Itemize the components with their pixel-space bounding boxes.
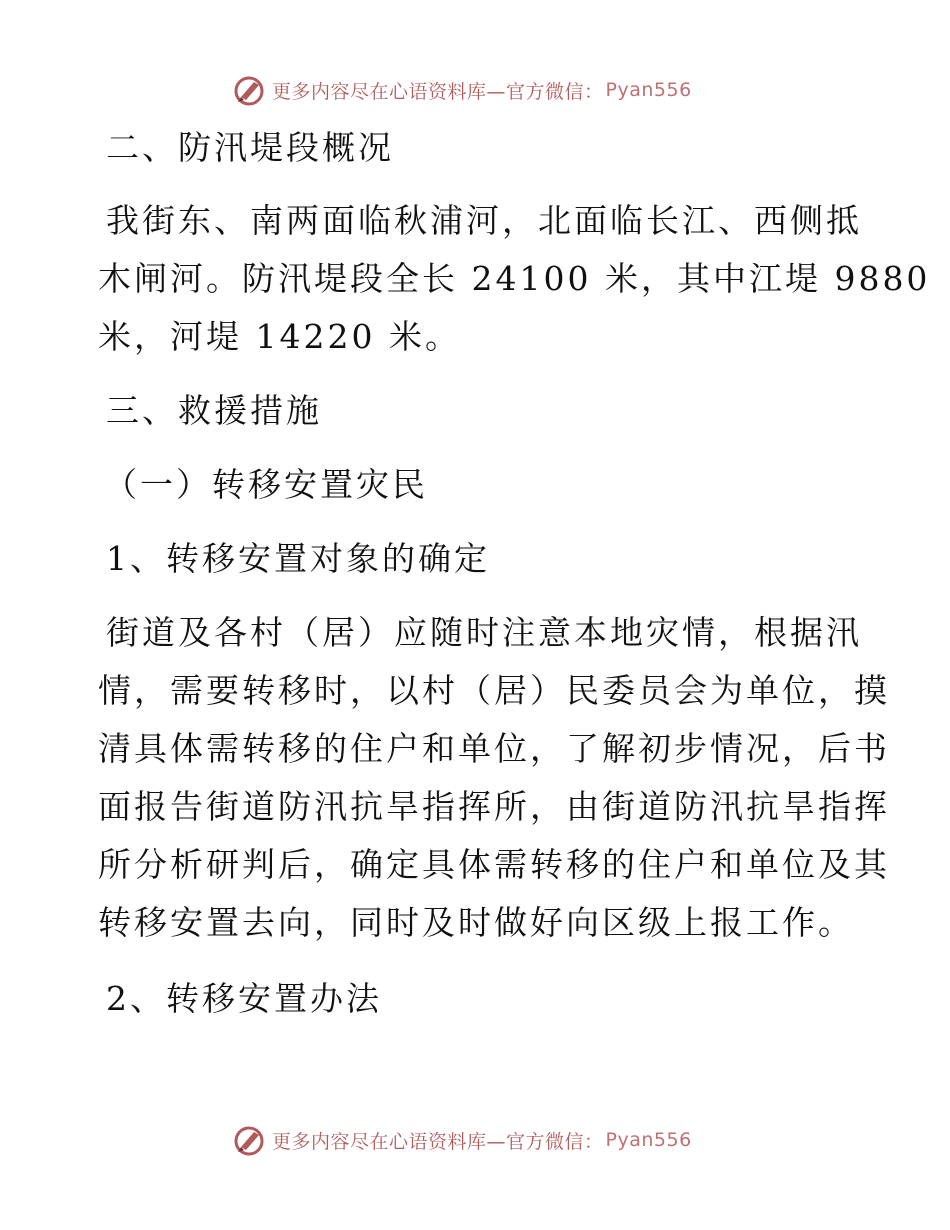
item-heading: 1、转移安置对象的确定 (106, 539, 490, 578)
paragraph-line: 面报告街道防汛抗旱指挥所，由街道防汛抗旱指挥 (98, 787, 890, 826)
heading-flood-section: 二、防汛堤段概况 (106, 128, 394, 167)
paragraph-line: 清具体需转移的住户和单位，了解初步情况，后书 (98, 729, 890, 768)
subheading-relocation: （一）转移安置灾民 (104, 465, 428, 504)
pen-seal-icon (232, 73, 266, 107)
paragraph-line: 街道及各村（居）应随时注意本地灾情，根据汛 (106, 613, 862, 652)
paragraph-line: 转移安置去向，同时及时做好向区级上报工作。 (98, 903, 854, 942)
item-heading: 2、转移安置办法 (106, 979, 382, 1018)
pen-seal-icon (232, 1123, 266, 1157)
watermark-text: 更多内容尽在心语资料库—官方微信： (272, 1130, 604, 1153)
paragraph-line: 木闸河。防汛堤段全长 24100 米，其中江堤 9880 (98, 259, 931, 298)
heading-rescue-measures: 三、救援措施 (106, 391, 322, 430)
paragraph-line: 所分析研判后，确定具体需转移的住户和单位及其 (98, 845, 890, 884)
watermark-id: Pyan556 (605, 1129, 692, 1151)
paragraph-line: 我街东、南两面临秋浦河，北面临长江、西侧抵 (106, 201, 862, 240)
watermark-text: 更多内容尽在心语资料库—官方微信： (272, 80, 604, 103)
watermark-header (232, 72, 692, 108)
watermark-id: Pyan556 (605, 79, 692, 101)
paragraph-line: 米，河堤 14220 米。 (98, 317, 461, 356)
paragraph-line: 情，需要转移时，以村（居）民委员会为单位，摸 (98, 671, 890, 710)
watermark-footer (232, 1122, 692, 1158)
